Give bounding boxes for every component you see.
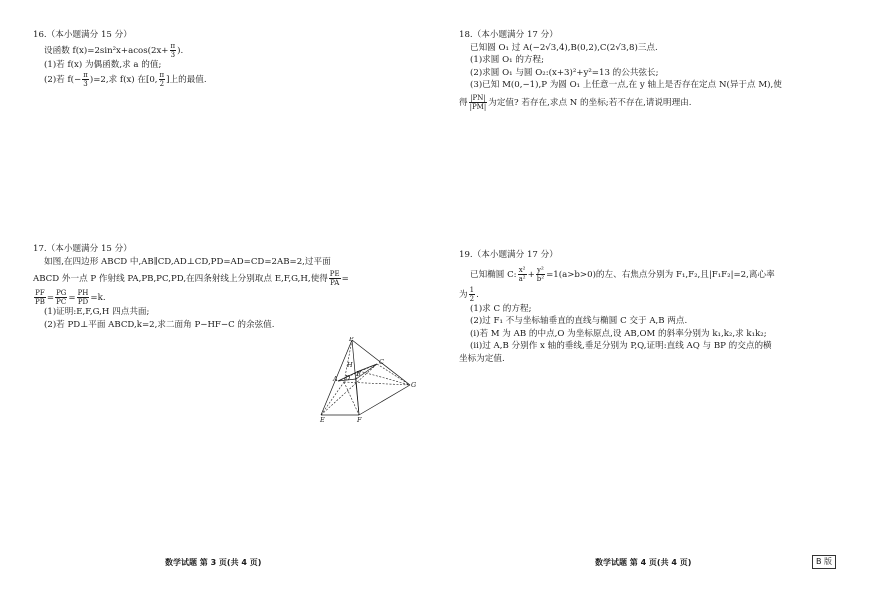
problem-16-heading: 16.（本小题满分 15 分） (33, 30, 132, 40)
frac-den: 2 (159, 80, 165, 89)
problem-17-line2 (33, 270, 349, 287)
problem-16 (33, 29, 207, 88)
frac-den: PA (330, 279, 340, 288)
q2-text-c: ]上的最值. (166, 75, 207, 86)
label-A: A (333, 375, 338, 383)
plus-sign: + (527, 269, 535, 280)
q3b-text-b: 为定值? 若存在,求点 N 的坐标;若不存在,请说明理由. (488, 97, 692, 108)
frac-den: b² (536, 274, 545, 283)
problem-19-line2 (459, 286, 775, 303)
frac-num: 1 (469, 285, 475, 294)
problem-18-q1: (1)求圆 O₁ 的方程; (470, 55, 544, 66)
fraction-pf-pb (34, 289, 46, 306)
problem-17-q2: (2)若 PD⊥平面 ABCD,k=2,求二面角 P−HF−C 的余弦值. (44, 319, 275, 330)
problem-18-q3: (3)已知 M(0,−1),P 为圆 O₁ 上任意一点,在 y 轴上是否存在定点 N(异于点 M),使 (470, 80, 782, 91)
frac-num: π (159, 71, 165, 80)
q3b-text-a: 得 (459, 97, 468, 108)
stem-text-end: ). (177, 45, 184, 56)
fraction-pn-pm (469, 94, 488, 111)
page-3-footer: 数学试题 第 3 页(共 4 页) (165, 558, 262, 567)
equals-sign: = (68, 293, 76, 304)
problem-19-line1 (459, 266, 775, 283)
problem-18-heading: 18.（本小题满分 17 分） (459, 30, 558, 40)
page-4-footer: 数学试题 第 4 页(共 4 页) (595, 558, 692, 567)
frac-num: π (170, 41, 176, 50)
problem-18 (459, 29, 782, 111)
frac-den: 3 (170, 50, 176, 59)
frac-num: PH (77, 289, 89, 298)
equals-sign: = (341, 274, 349, 285)
problem-16-q2 (33, 71, 207, 88)
problem-19-heading: 19.（本小题满分 17 分） (459, 250, 558, 260)
frac-num: PF (35, 289, 45, 298)
label-P: P (349, 337, 354, 343)
fraction-pi-over-2 (159, 71, 166, 88)
version-badge: B 版 (812, 555, 836, 569)
problem-16-q1: (1)若 f(x) 为偶函数,求 a 的值; (44, 59, 162, 70)
fraction-x2-a2 (518, 266, 527, 283)
fraction-pe-pa (329, 270, 341, 287)
label-H: H (347, 361, 353, 369)
line3-end: =k. (90, 293, 106, 304)
problem-17-line3 (33, 289, 349, 306)
problem-19-q2ii-cont: 坐标为定值. (459, 353, 505, 364)
fraction-one-half (469, 286, 475, 303)
fraction-y2-b2 (536, 266, 545, 283)
line1-text-b: =1(a>b>0)的左、右焦点分别为 F₁,F₂,且|F₁F₂|=2,离心率 (546, 269, 775, 280)
problem-16-stem (33, 42, 207, 59)
fraction-pi-over-3 (170, 42, 177, 59)
problem-19 (459, 249, 775, 366)
frac-den: 3 (83, 80, 88, 89)
problem-18-q3-cont (459, 94, 782, 111)
pyramid-figure (318, 337, 418, 422)
problem-19-q2i: (ⅰ)若 M 为 AB 的中点,O 为坐标原点,设 AB,OM 的斜率分别为 k₁,k₂,求 k₁k₂; (470, 328, 767, 339)
problem-17-line1: 如图,在四边形 ABCD 中,AB∥CD,AD⊥CD,PD=AD=CD=2AB=2,过平面 (44, 256, 331, 267)
label-D: D (345, 374, 351, 382)
frac-num: PE (329, 270, 340, 279)
frac-den: PB (35, 298, 45, 307)
line2-text: ABCD 外一点 P 作射线 PA,PB,PC,PD,在四条射线上分别取点 E,F,G,H,使得 (33, 274, 328, 285)
label-E: E (320, 416, 325, 422)
frac-num: |PN| (470, 93, 486, 102)
label-B: B (356, 370, 361, 378)
q2-text-b: )=2,求 f(x) 在[0, (89, 75, 158, 86)
problem-17-heading: 17.（本小题满分 15 分） (33, 244, 132, 254)
line2-text-b: . (476, 289, 479, 300)
problem-19-q1: (1)求 C 的方程; (470, 303, 532, 314)
q2-text-a: (2)若 f(− (44, 75, 82, 86)
fraction-ph-pd (77, 289, 90, 306)
frac-den: 2 (469, 294, 475, 303)
problem-17 (33, 243, 349, 331)
problem-18-line1: 已知圆 O₁ 过 A(−2√3,4),B(0,2),C(2√3,8)三点. (470, 42, 658, 53)
frac-num: PG (56, 289, 67, 298)
problem-18-q2: (2)求圆 O₁ 与圆 O₂:(x+3)²+y²=13 的公共弦长; (470, 67, 659, 78)
equals-sign: = (46, 293, 55, 304)
frac-den: a² (518, 274, 526, 283)
label-G: G (411, 381, 417, 389)
fraction-pi-over-3 (82, 71, 89, 88)
line1-text-a: 已知椭圆 C: (470, 269, 517, 280)
frac-den: PD (77, 298, 89, 307)
right-page (435, 0, 870, 603)
line2-text-a: 为 (459, 289, 468, 300)
problem-17-q1: (1)证明:E,F,G,H 四点共面; (44, 307, 150, 318)
frac-num: y² (537, 265, 544, 274)
problem-19-q2: (2)过 F₁ 不与坐标轴垂直的直线与椭圆 C 交于 A,B 两点. (470, 316, 688, 327)
frac-den: PC (56, 298, 67, 307)
fraction-pg-pc (55, 289, 67, 306)
stem-text: 设函数 f(x)=2sin²x+acos(2x+ (44, 45, 169, 56)
frac-num: π (83, 71, 88, 80)
label-C: C (379, 358, 384, 366)
label-F: F (357, 416, 362, 422)
frac-den: |PM| (469, 102, 487, 111)
problem-19-q2ii: (ⅱ)过 A,B 分别作 x 轴的垂线,垂足分别为 P,Q,证明:直线 AQ 与 BP 的交点的横 (470, 341, 772, 352)
frac-num: x² (518, 265, 526, 274)
